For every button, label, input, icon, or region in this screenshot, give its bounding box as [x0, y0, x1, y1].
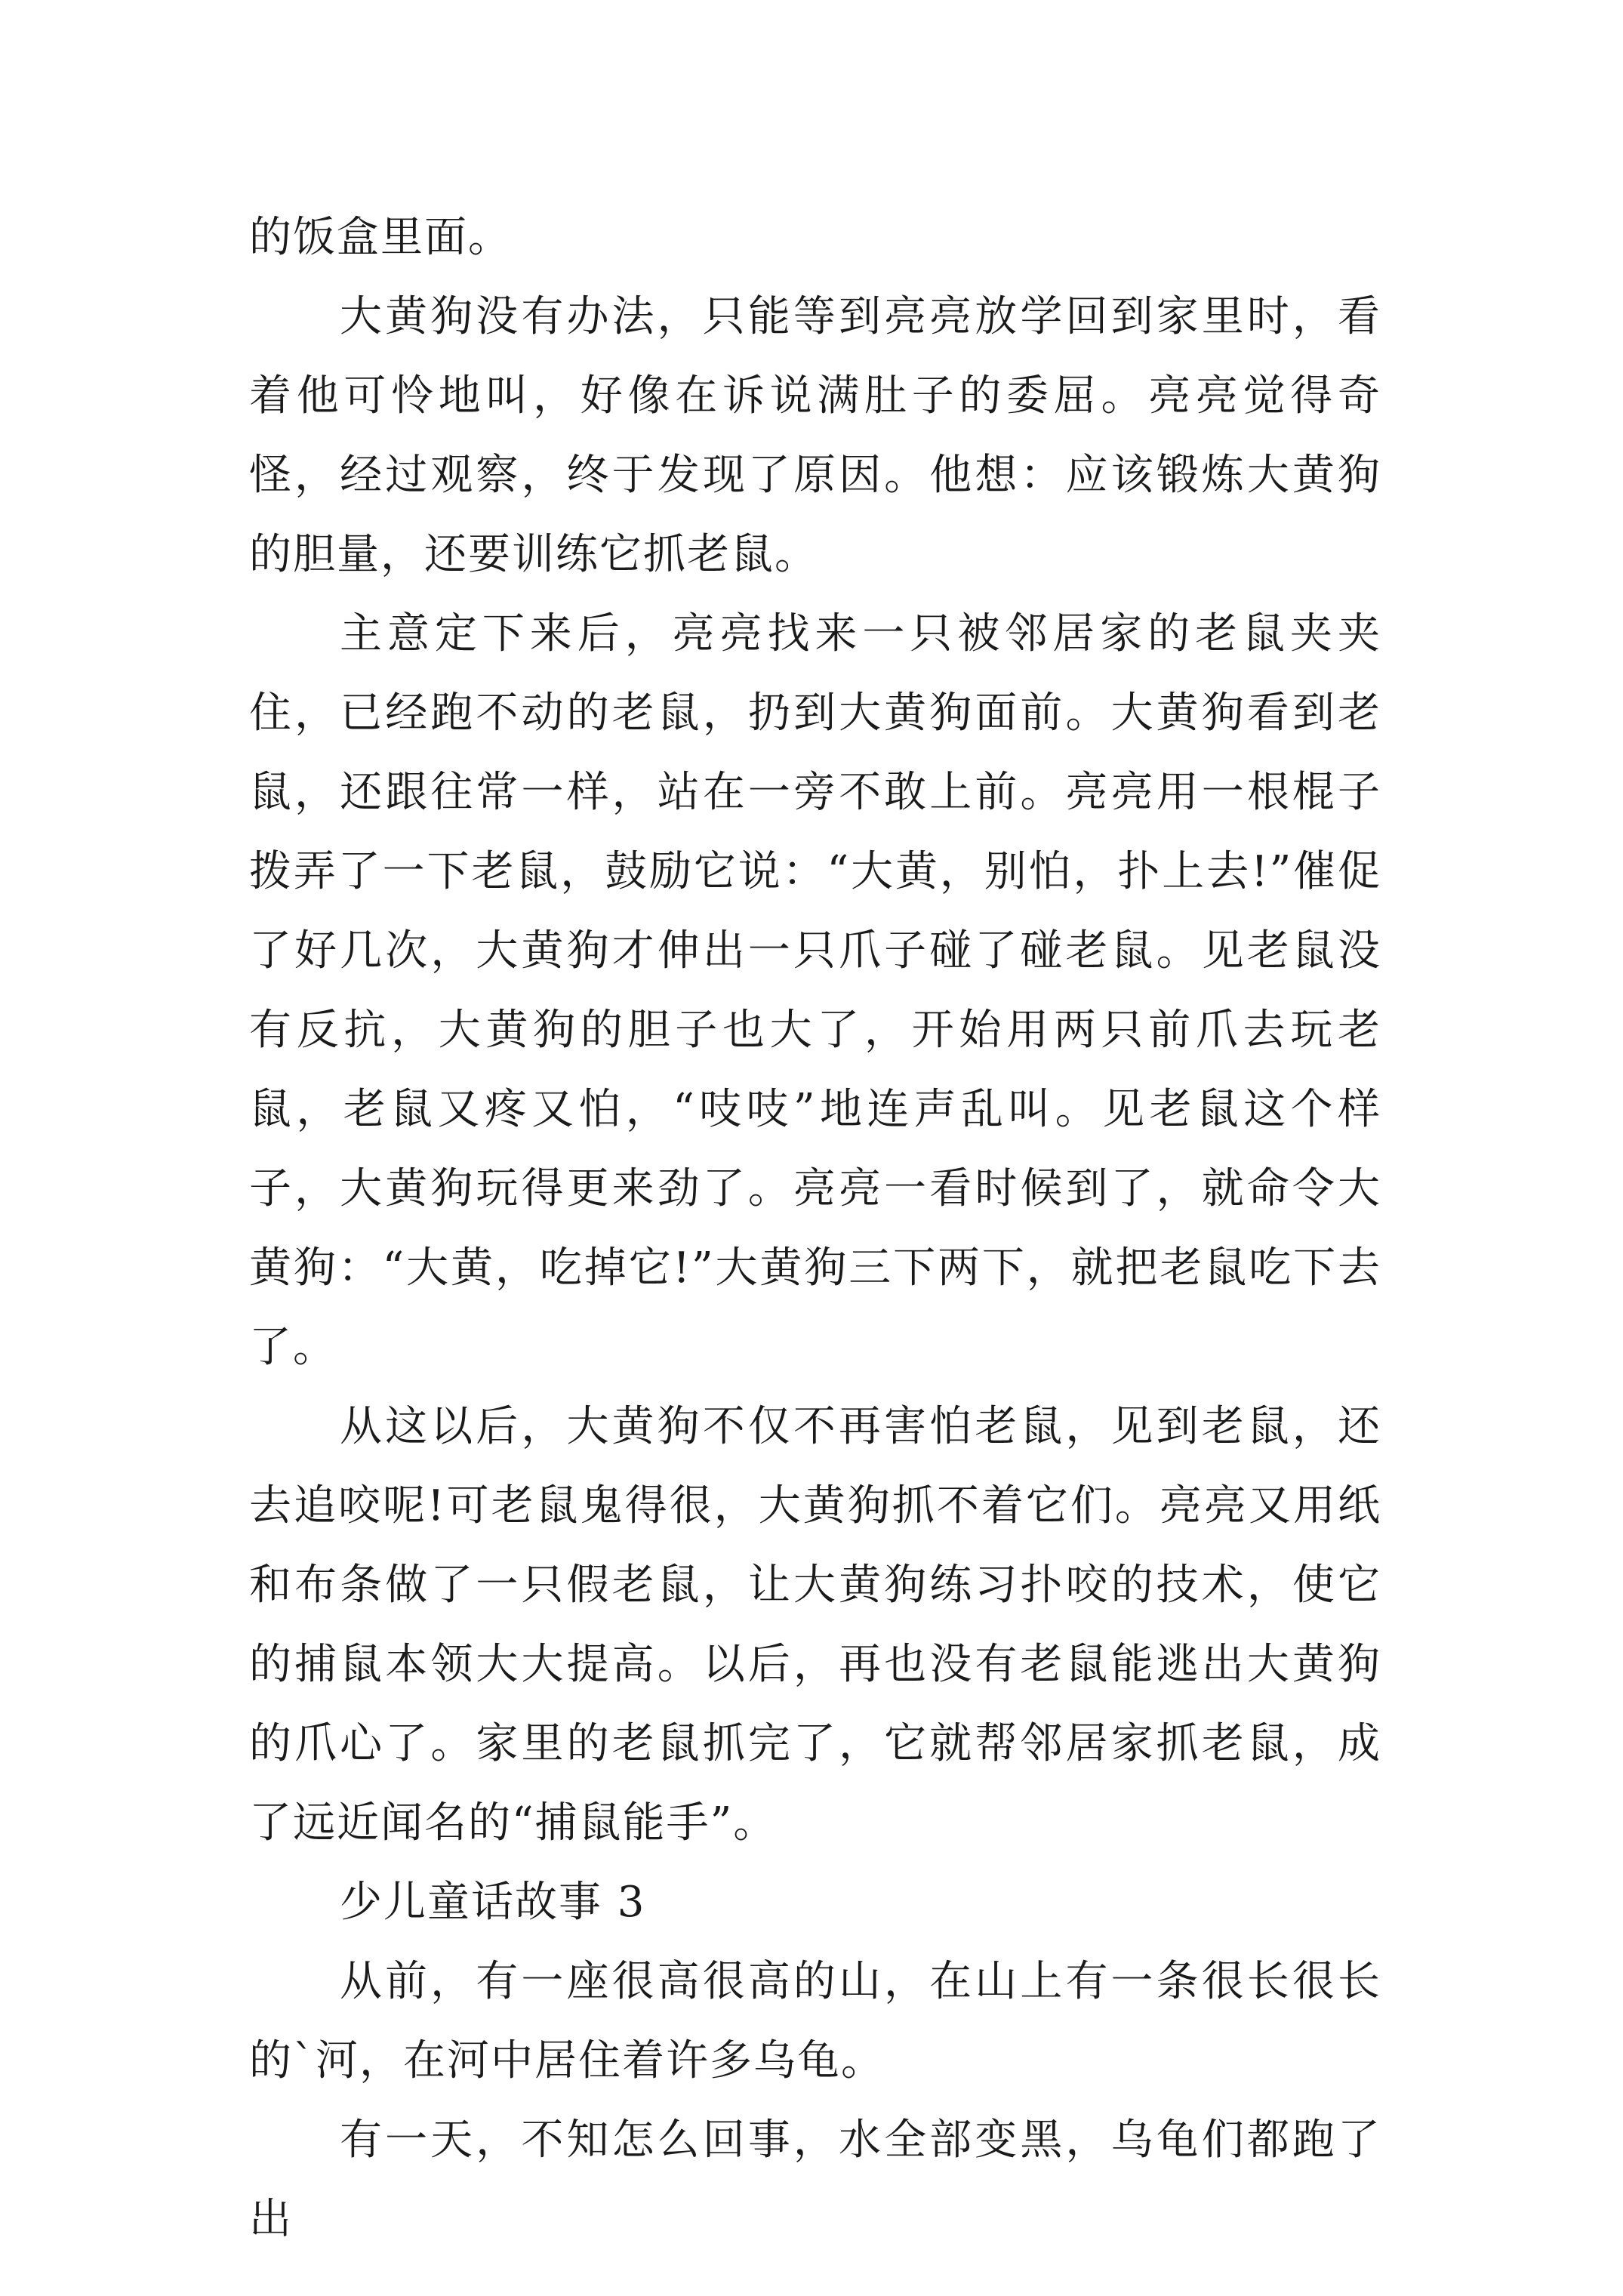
paragraph-6: 有一天，不知怎么回事，水全部变黑，乌龟们都跑了出 — [249, 2116, 1381, 2244]
paragraph-5: 从前，有一座很高很高的山，在山上有一条很长很长的`河，在河中居住着许多乌龟。 — [249, 1957, 1381, 2085]
document-body — [249, 198, 1381, 2259]
story-heading: 少儿童话故事 3 — [340, 1878, 646, 1927]
paragraph-3: 主意定下来后，亮亮找来一只被邻居家的老鼠夹夹住，已经跑不动的老鼠，扔到大黄狗面前。大黄狗看到老鼠，还跟往常一样，站在一旁不敢上前。亮亮用一根棍子拨弄了一下老鼠，鼓励它说：“大黄，别怕，扑上去!”催促了好几次，大黄狗才伸出一只爪子碰了碰老鼠。见老鼠没有反抗，大黄狗的胆子也大了，开始用两只前爪去玩老鼠，老鼠又疼又怕，“吱吱”地连声乱叫。见老鼠这个样子，大黄狗玩得更来劲了。亮亮一看时候到了，就命令大黄狗：“大黄，吃掉它!”大黄狗三下两下，就把老鼠吃下去了。 — [249, 609, 1381, 1372]
paragraph-1: 的饭盒里面。 — [249, 213, 512, 262]
paragraph-4: 从这以后，大黄狗不仅不再害怕老鼠，见到老鼠，还去追咬呢!可老鼠鬼得很，大黄狗抓不着它们。亮亮又用纸和布条做了一只假老鼠，让大黄狗练习扑咬的技术，使它的捕鼠本领大大提高。以后，再也没有老鼠能逃出大黄狗的爪心了。家里的老鼠抓完了，它就帮邻居家抓老鼠，成了远近闻名的“捕鼠能手”。 — [249, 1402, 1381, 1848]
paragraph-2: 大黄狗没有办法，只能等到亮亮放学回到家里时，看着他可怜地叫，好像在诉说满肚子的委屈。亮亮觉得奇怪，经过观察，终于发现了原因。他想：应该锻炼大黄狗的胆量，还要训练它抓老鼠。 — [249, 292, 1381, 579]
